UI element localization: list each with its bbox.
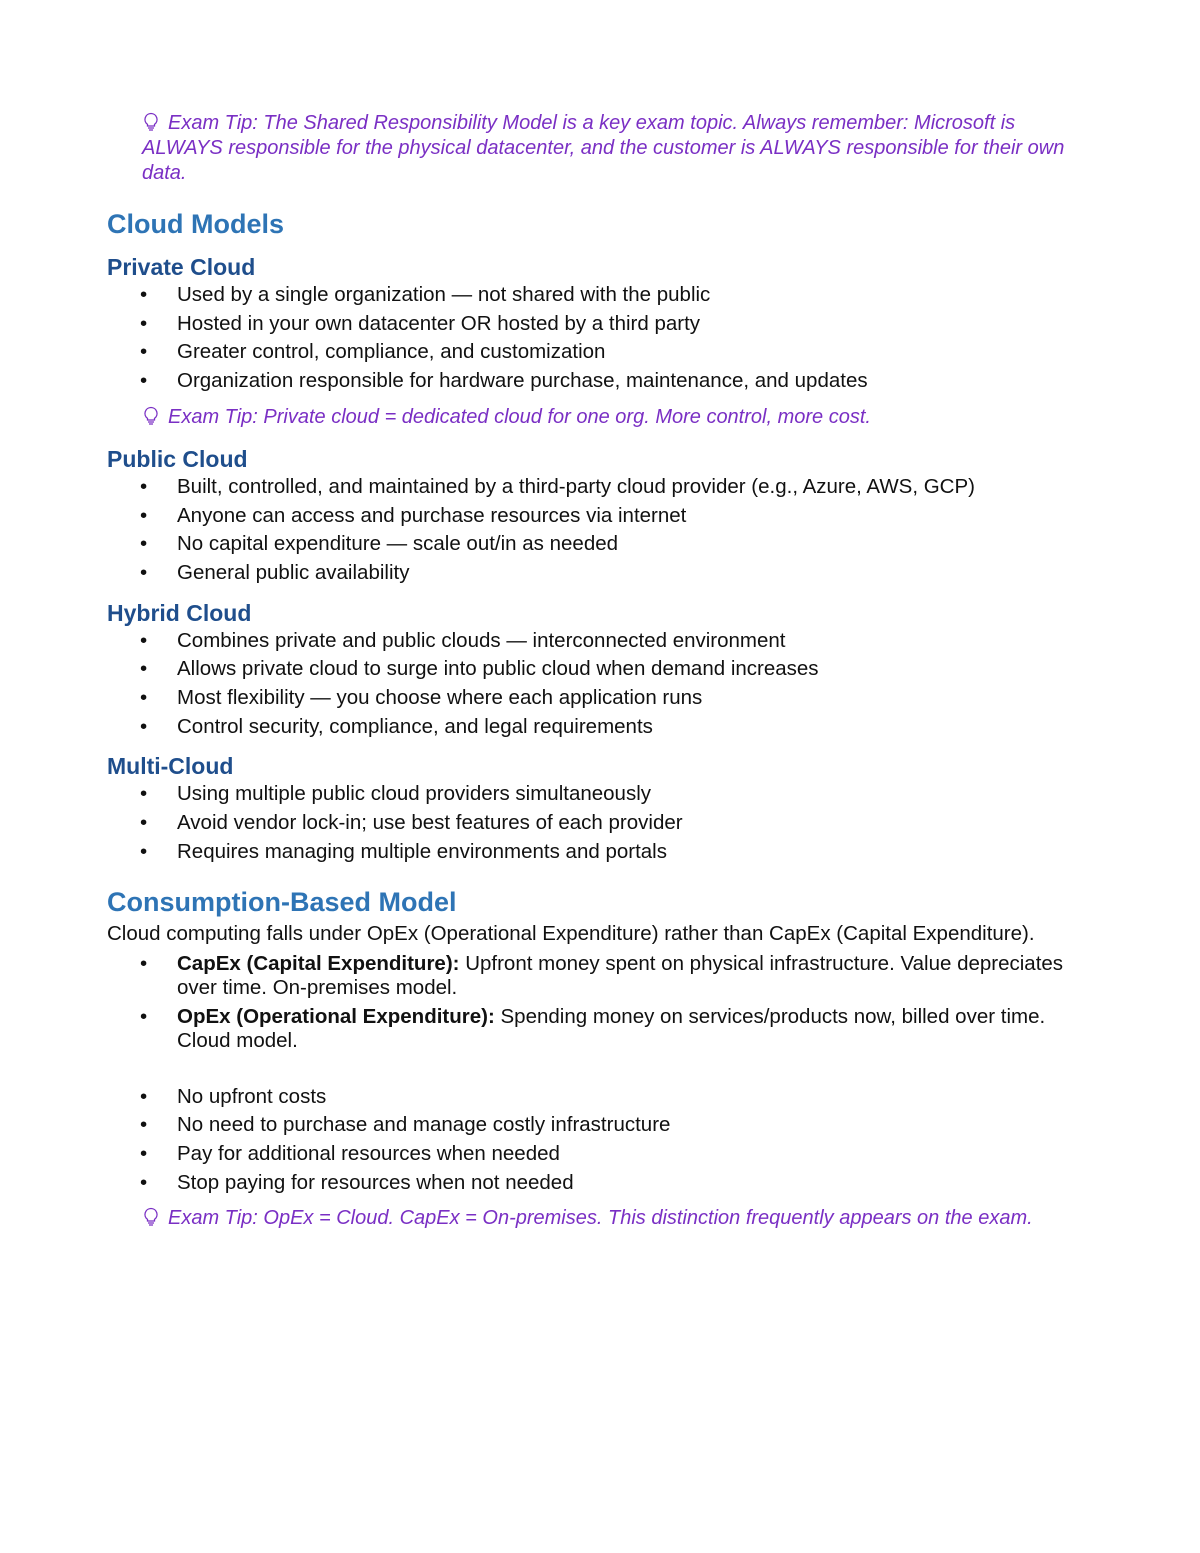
exam-tip-opex-capex: Exam Tip: OpEx = Cloud. CapEx = On-premises. This distinction frequently appears on the exam. [107,1206,1097,1231]
list-item: • Built, controlled, and maintained by a third-party cloud provider (e.g., Azure, AWS, GCP) [140,474,975,498]
list-item: • Avoid vendor lock-in; use best features of each provider [140,811,683,835]
list-item: • Allows private cloud to surge into public cloud when demand increases [140,657,819,681]
list-item: • Used by a single organization — not shared with the public [140,283,711,306]
heading-multi-cloud: Multi-Cloud [107,753,234,780]
list-item: • Stop paying for resources when not needed [140,1170,574,1194]
list-item: • Using multiple public cloud providers simultaneously [140,782,652,806]
list-item: • No need to purchase and manage costly infrastructure [140,1113,671,1137]
list-item: • Pay for additional resources when needed [140,1141,560,1165]
capex-definition: • CapEx (Capital Expenditure): Upfront money spent on physical infrastructure. Value depreciates over time. On-premises model. [140,951,1064,999]
opex-benefits-list [107,1083,1097,1198]
exam-tip-private-cloud: Exam Tip: Private cloud = dedicated cloud for one org. More control, more cost. [107,405,1097,430]
heading-public-cloud: Public Cloud [107,445,248,472]
hybrid-cloud-list [107,627,1097,742]
heading-consumption-model: Consumption-Based Model [107,886,457,917]
list-item: • General public availability [140,560,410,584]
heading-cloud-models: Cloud Models [107,209,284,239]
list-item: • Most flexibility — you choose where each application runs [140,686,703,710]
list-item: • Anyone can access and purchase resources via internet [140,503,687,527]
list-item: • Combines private and public clouds — interconnected environment [140,628,786,652]
list-item: • Control security, compliance, and legal requirements [140,714,653,738]
exam-tip-shared-responsibility: Exam Tip: The Shared Responsibility Model is a key exam topic. Always remember: Microsoft is ALWAYS responsible for the physical datacenter, and the customer is ALWAYS responsible for their own data. [142,112,1065,184]
lightbulb-icon [142,1206,160,1231]
lightbulb-icon [142,405,160,430]
list-item: • No upfront costs [140,1084,327,1108]
public-cloud-list [107,473,1097,588]
heading-hybrid-cloud: Hybrid Cloud [107,599,252,626]
heading-private-cloud: Private Cloud [107,254,256,280]
list-item: • Hosted in your own datacenter OR hosted by a third party [140,311,701,335]
opex-definition: • OpEx (Operational Expenditure): Spending money on services/products now, billed over time. Cloud model. [140,1004,1046,1052]
document-page [107,107,1097,1231]
list-item: • Organization responsible for hardware purchase, maintenance, and updates [140,369,868,393]
multi-cloud-list [107,780,1097,866]
capex-term: CapEx (Capital Expenditure): [177,951,460,975]
list-item: • Greater control, compliance, and customization [140,340,606,364]
list-item: • No capital expenditure — scale out/in as needed [140,532,619,556]
list-item: • Requires managing multiple environments and portals [140,839,667,863]
consumption-intro: Cloud computing falls under OpEx (Operational Expenditure) rather than CapEx (Capital Expenditure). [107,921,1035,945]
private-cloud-list [107,281,1097,396]
expenditure-definitions-list [107,952,1097,1053]
lightbulb-icon [142,111,160,136]
opex-term: OpEx (Operational Expenditure): [177,1004,495,1028]
